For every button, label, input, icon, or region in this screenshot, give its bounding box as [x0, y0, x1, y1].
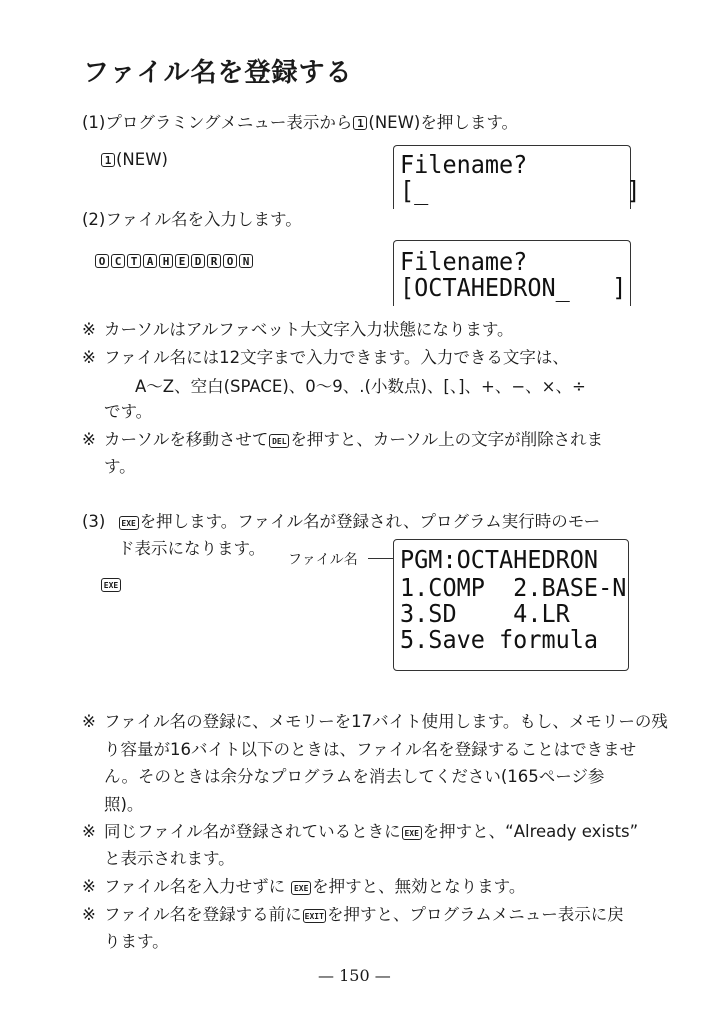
note-mark: ※: [82, 877, 96, 896]
step3-instruction: [82, 512, 600, 532]
note-text: ファイル名を登録する前に: [104, 905, 302, 924]
screen3-line-4: 5.Save formula: [400, 625, 599, 654]
screen2-line-2: [OCTAHEDRON_ ]: [400, 273, 627, 302]
filename-callout-line: [368, 558, 396, 559]
note-text: カーソルを移動させて: [104, 430, 269, 449]
step2-keystrokes: [94, 251, 254, 271]
note-mark: ※: [82, 348, 96, 367]
step3-text: を押します。ファイル名が登録され、プログラム実行時のモー: [139, 512, 601, 531]
note-already-exists-2: と表示されます。: [104, 849, 235, 868]
note-memory: [82, 712, 668, 732]
screen1-line-1: Filename?: [400, 150, 528, 179]
key-t-icon: T: [127, 254, 141, 268]
filename-callout-label: ファイル名: [288, 552, 358, 568]
step3-keystroke: [100, 574, 122, 594]
key-n-icon: N: [239, 254, 253, 268]
screen3-line-3: 3.SD 4.LR: [400, 599, 570, 628]
note-mark: ※: [82, 905, 96, 924]
calculator-screen-3: [393, 539, 629, 671]
key-exit-icon: EXIT: [303, 909, 326, 923]
note-filename-length: [82, 348, 569, 368]
key-o-icon: O: [223, 254, 237, 268]
step1-text-after: (NEW)を押します。: [368, 113, 519, 132]
note-text: を押すと、無効となります。: [312, 877, 526, 896]
step2-instruction: (2)ファイル名を入力します。: [82, 210, 302, 229]
page-title: ファイル名を登録する: [83, 58, 353, 88]
key-exe-icon: EXE: [119, 516, 139, 530]
step1-keystroke: [100, 150, 168, 170]
note-memory-2: り容量が16バイト以下のときは、ファイル名を登録することはできませ: [104, 740, 637, 759]
key-d-icon: D: [191, 254, 205, 268]
note-mark: ※: [82, 822, 96, 841]
note-exit-2: ります。: [104, 932, 169, 951]
note-text: 同じファイル名が登録されているときに: [104, 822, 401, 841]
note-delete: [82, 430, 603, 450]
note-delete-end: す。: [104, 457, 136, 476]
key-1-icon: 1: [353, 116, 367, 130]
screen2-line-1: Filename?: [400, 247, 528, 276]
note-allowed-chars: A〜Z、空白(SPACE)、0〜9、.(小数点)、[、]、+、−、×、÷: [135, 377, 586, 396]
note-empty-name: [82, 877, 525, 897]
note-text: を押すと、カーソル上の文字が削除されま: [290, 430, 604, 449]
note-mark: ※: [82, 320, 96, 339]
note-cursor-mode: [82, 320, 514, 340]
note-mark: ※: [82, 430, 96, 449]
screen3-line-1: PGM:OCTAHEDRON: [400, 545, 599, 574]
key-h-icon: H: [159, 254, 173, 268]
step1-key-caption: (NEW): [116, 150, 168, 169]
note-text: カーソルはアルファベット大文字入力状態になります。: [104, 320, 514, 339]
key-exe-icon: EXE: [291, 881, 311, 895]
key-1-icon: 1: [101, 153, 115, 167]
note-text: ファイル名を入力せずに: [104, 877, 286, 896]
note-mark: ※: [82, 712, 96, 731]
step3-label: (3): [82, 512, 106, 531]
calculator-screen-1: [393, 145, 641, 209]
key-a-icon: A: [143, 254, 157, 268]
key-e-icon: E: [175, 254, 189, 268]
note-memory-3: ん。そのときは余分なプログラムを消去してください(165ページ参: [104, 767, 605, 786]
note-text: ファイル名には12文字まで入力できます。入力できる文字は、: [104, 348, 569, 367]
key-del-icon: DEL: [269, 434, 289, 448]
step1-instruction: [82, 113, 518, 133]
calculator-screen-2: [393, 240, 631, 306]
step1-text-before: (1)プログラミングメニュー表示から: [82, 113, 353, 132]
key-c-icon: C: [111, 254, 125, 268]
page-number: — 150 —: [318, 966, 391, 985]
note-exit: [82, 905, 624, 925]
note-allowed-chars-end: です。: [104, 402, 153, 421]
key-r-icon: R: [207, 254, 221, 268]
note-already-exists: [82, 822, 638, 842]
note-text: を押すと、プログラムメニュー表示に戻: [326, 905, 624, 924]
screen3-line-2: 1.COMP 2.BASE-N: [400, 573, 627, 602]
screen1-line-2: [_ ]: [400, 176, 641, 205]
key-exe-icon: EXE: [402, 826, 422, 840]
note-memory-4: 照)。: [104, 795, 144, 814]
key-o-icon: O: [95, 254, 109, 268]
step3-instruction-end: ド表示になります。: [118, 539, 266, 558]
note-text: を押すと、“Already exists”: [422, 822, 639, 841]
note-text: ファイル名の登録に、メモリーを17バイト使用します。もし、メモリーの残: [104, 712, 668, 731]
key-exe-icon: EXE: [101, 578, 121, 592]
